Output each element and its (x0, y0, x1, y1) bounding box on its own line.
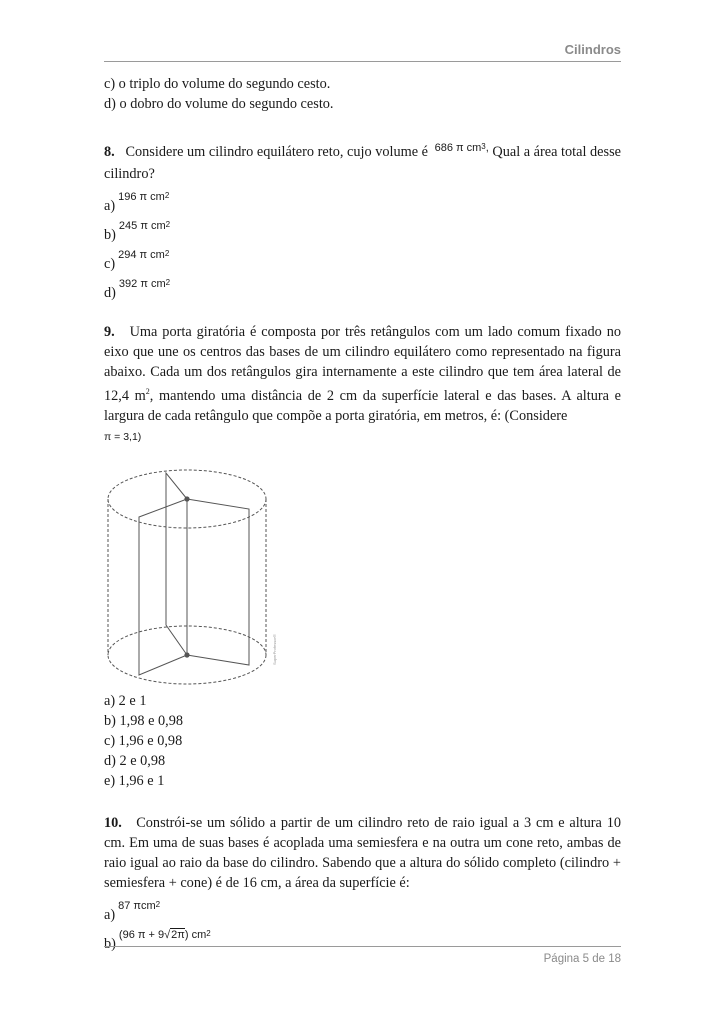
cylinder-diagram (106, 465, 274, 689)
figure-credit: SuperProfessor® (272, 634, 277, 665)
page-content (104, 74, 621, 951)
footer-divider (104, 946, 621, 947)
question-number: 9. (104, 324, 115, 340)
question-10 (104, 813, 621, 893)
question-text-cont: , mantendo uma distância de 2 cm da superfície lateral e das bases. A altura e largura de cada retângulo que compõe a porta giratória, em metros, é: (Considere (104, 387, 621, 424)
question-text: Constrói-se um sólido a partir de um cilindro reto de raio igual a 3 cm e altura 10 cm. Em uma de suas bases é acoplada uma semiesfera e na outra um cone reto, ambas de raio igual ao raio da base do cilindro. Sabendo que a altura do sólido completo (cilindro + semiesfera + cone) é de 16 cm, a área da superfície é: (104, 814, 621, 891)
header-divider (104, 61, 621, 62)
q10-option-a: a)$^{87 \pi cm^2}$ (104, 899, 161, 923)
q8-option-b: b)$^{245 \pi cm^2}$ (104, 220, 171, 243)
question-9: 9. Uma porta giratória é composta por três retângulos com um lado comum fixado no eixo que une os centros das bases de um cilindro equilátero como representado na figura abaixo. Cada um dos retângulos gira internamente a este cilindro que tem área lateral de 12,4 $m^2$, mantendo uma distância de 2 cm da superfície lateral e das bases. A altura e largura de cada retângulo que compõe a porta giratória, em metros, é: (Considere (104, 324, 621, 424)
cylinder-door-figure (106, 465, 277, 689)
q8-option-d: d)$^{392 \pi cm^2}$ (104, 278, 171, 301)
q9-option-e: e) 1,96 e 1 (104, 772, 165, 789)
q9-option-c: c) 1,96 e 0,98 (104, 732, 183, 749)
prev-option-d: d) o dobro do volume do segundo cesto. (104, 96, 334, 112)
question-text: Considere um cilindro equilátero reto, cujo volume é (125, 144, 428, 160)
prev-option-c: c) o triplo do volume do segundo cesto. (104, 76, 331, 92)
q9-option-b: b) 1,98 e 0,98 (104, 712, 184, 729)
question-text: Uma porta giratória é composta por três retângulos com um lado comum fixado no eixo que une os centros das bases de um cilindro equilátero como representado na figura abaixo. Cada um dos retângulos gira internamente a este cilindro que tem área lateral de 12,4 m (104, 324, 621, 404)
header-title: Cilindros (564, 42, 621, 57)
question-8 (104, 142, 621, 184)
q9-option-d: d) 2 e 0,98 (104, 752, 166, 769)
question-number: 8. (104, 144, 115, 160)
q10-option-b: b)$^{(96 \pi + 9√2\pi) cm^2}$ (104, 928, 211, 952)
pi-note: π = 3,1) (104, 430, 142, 443)
q8-option-c: c)$^{294 \pi cm^2}$ (104, 249, 170, 272)
q9-option-a: a) 2 e 1 (104, 692, 147, 709)
question-number: 10. (104, 814, 122, 831)
page-number: Página 5 de 18 (543, 953, 621, 965)
q8-option-a: a)$^{196 \pi cm^2}$ (104, 191, 170, 214)
volume-expression: 686 π cm3, (434, 142, 489, 154)
question-text-cont: Qual a área total desse cilindro? (104, 144, 621, 182)
